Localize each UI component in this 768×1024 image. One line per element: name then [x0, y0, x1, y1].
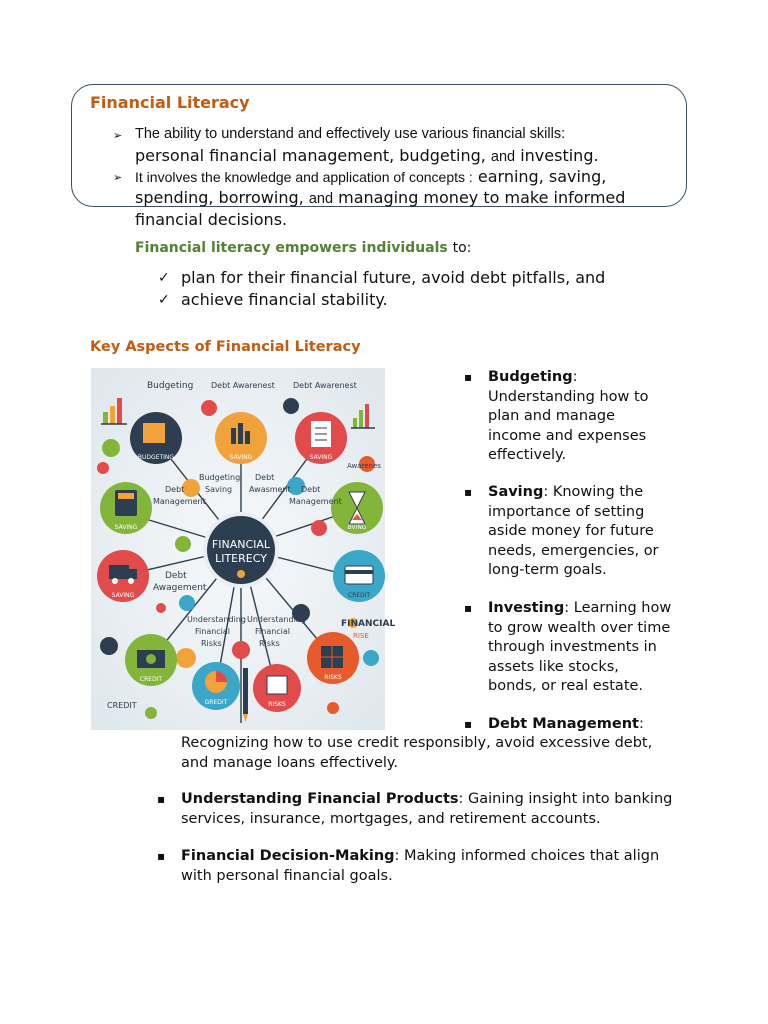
center-badge — [203, 512, 279, 588]
svg-text:SAVING: SAVING — [114, 524, 138, 531]
svg-text:Debt: Debt — [165, 571, 187, 581]
hourglass-badge — [331, 482, 383, 534]
intro-bullet-2-line-2: spending, borrowing, and managing money to make informed — [135, 188, 626, 207]
arrow-bullet-icon: ➢ — [113, 129, 123, 142]
aspect-decision-making: Financial Decision-Making: Making informed choices that align with personal financial goals. — [181, 848, 660, 884]
square-bullet-icon: ▪ — [464, 717, 473, 731]
aspect-investing: Investing: Learning how to grow wealth over time through investments in assets like stocks, bonds, or real estate. — [488, 600, 672, 695]
intro-bullet-2-line-3: financial decisions. — [135, 210, 288, 229]
financial-literacy-illustration — [91, 368, 396, 730]
saving-badge — [295, 412, 347, 464]
svg-text:FINANCIAL: FINANCIAL — [341, 619, 396, 629]
intro-bullet-1-line-2: personal financial management, budgeting, and investing. — [135, 146, 599, 165]
svg-text:Risks: Risks — [259, 639, 280, 648]
svg-text:Debt: Debt — [255, 473, 275, 482]
square-bullet-icon: ▪ — [464, 370, 473, 384]
credit-card-badge — [333, 550, 385, 602]
svg-text:Debt: Debt — [301, 485, 321, 494]
section-title: Key Aspects of Financial Literacy — [90, 339, 361, 355]
intro-bullet-2-line-1: It involves the knowledge and application of concepts : earning, saving, — [135, 167, 607, 186]
svg-text:CREDIT: CREDIT — [139, 676, 163, 683]
checkmark-icon: ✓ — [158, 292, 170, 308]
square-bullet-icon: ▪ — [157, 792, 166, 806]
square-bullet-icon: ▪ — [464, 601, 473, 615]
svg-text:SAVING: SAVING — [309, 454, 333, 461]
empowers-item: plan for their financial future, avoid debt pitfalls, and — [181, 268, 606, 287]
saving-badge — [215, 412, 267, 464]
svg-text:Understanding: Understanding — [187, 615, 246, 624]
budgeting-badge — [130, 412, 182, 464]
svg-text:BVING: BVING — [347, 524, 367, 531]
square-bullet-icon: ▪ — [464, 485, 473, 499]
page-title: Financial Literacy — [90, 93, 250, 112]
svg-text:GREDIT: GREDIT — [204, 699, 228, 706]
aspect-financial-products: Understanding Financial Products: Gaining insight into banking services, insurance, mortgages, and retirement accounts. — [181, 791, 673, 827]
pencil-icon — [243, 668, 248, 722]
svg-text:Debt: Debt — [165, 485, 185, 494]
svg-text:Management: Management — [153, 497, 206, 506]
svg-text:Awarenes: Awarenes — [347, 462, 381, 470]
svg-text:Awagement: Awagement — [153, 583, 207, 593]
aspect-debt-management-term: Debt Management: — [488, 716, 644, 732]
svg-text:BUDGETING: BUDGETING — [137, 454, 175, 461]
aspect-budgeting: Budgeting: Understanding how to plan and manage income and expenses effectively. — [488, 369, 649, 464]
illustration-svg — [91, 368, 396, 730]
money-badge — [125, 634, 177, 686]
empowers-item: achieve financial stability. — [181, 290, 388, 309]
arrow-bullet-icon: ➢ — [113, 171, 123, 184]
svg-text:Budgeting: Budgeting — [147, 381, 194, 391]
truck-badge — [97, 550, 149, 602]
svg-text:FINANCIAL: FINANCIAL — [211, 538, 271, 551]
svg-text:Budgeting: Budgeting — [199, 473, 241, 482]
svg-text:Risks: Risks — [201, 639, 222, 648]
pie-chart-badge — [192, 662, 240, 710]
svg-text:LITERECY: LITERECY — [215, 552, 267, 565]
svg-text:SAVING: SAVING — [229, 454, 253, 461]
svg-text:RISKS: RISKS — [268, 701, 286, 708]
svg-text:Financial: Financial — [195, 627, 231, 636]
svg-text:Saving: Saving — [205, 485, 233, 494]
risks-badge — [253, 664, 301, 712]
square-bullet-icon: ▪ — [157, 849, 166, 863]
aspect-debt-management-text: Recognizing how to use credit responsibly, avoid excessive debt, and manage loans effectively. — [181, 735, 653, 771]
svg-text:CREDIT: CREDIT — [107, 701, 137, 710]
svg-text:RISKS: RISKS — [324, 674, 342, 681]
intro-bullet-1-line-1: The ability to understand and effectively use various financial skills: — [135, 126, 566, 142]
svg-text:Financial: Financial — [255, 627, 291, 636]
svg-text:Awasment: Awasment — [249, 485, 291, 494]
risks-badge — [307, 632, 359, 684]
svg-text:SAVING: SAVING — [111, 592, 135, 599]
svg-text:Understanding: Understanding — [247, 615, 306, 624]
svg-text:Debt Awarenest: Debt Awarenest — [211, 381, 275, 390]
saving-calculator-badge — [100, 482, 152, 534]
svg-text:Debt Awarenest: Debt Awarenest — [293, 381, 357, 390]
empowers-lead: Financial literacy empowers individuals to: — [135, 240, 472, 256]
checkmark-icon: ✓ — [158, 270, 170, 286]
aspect-saving: Saving: Knowing the importance of setting aside money for future needs, emergencies, or long-term goals. — [488, 484, 659, 579]
svg-text:CREDIT: CREDIT — [347, 592, 371, 599]
svg-text:Management: Management — [289, 497, 342, 506]
svg-text:RISE: RISE — [353, 632, 369, 640]
